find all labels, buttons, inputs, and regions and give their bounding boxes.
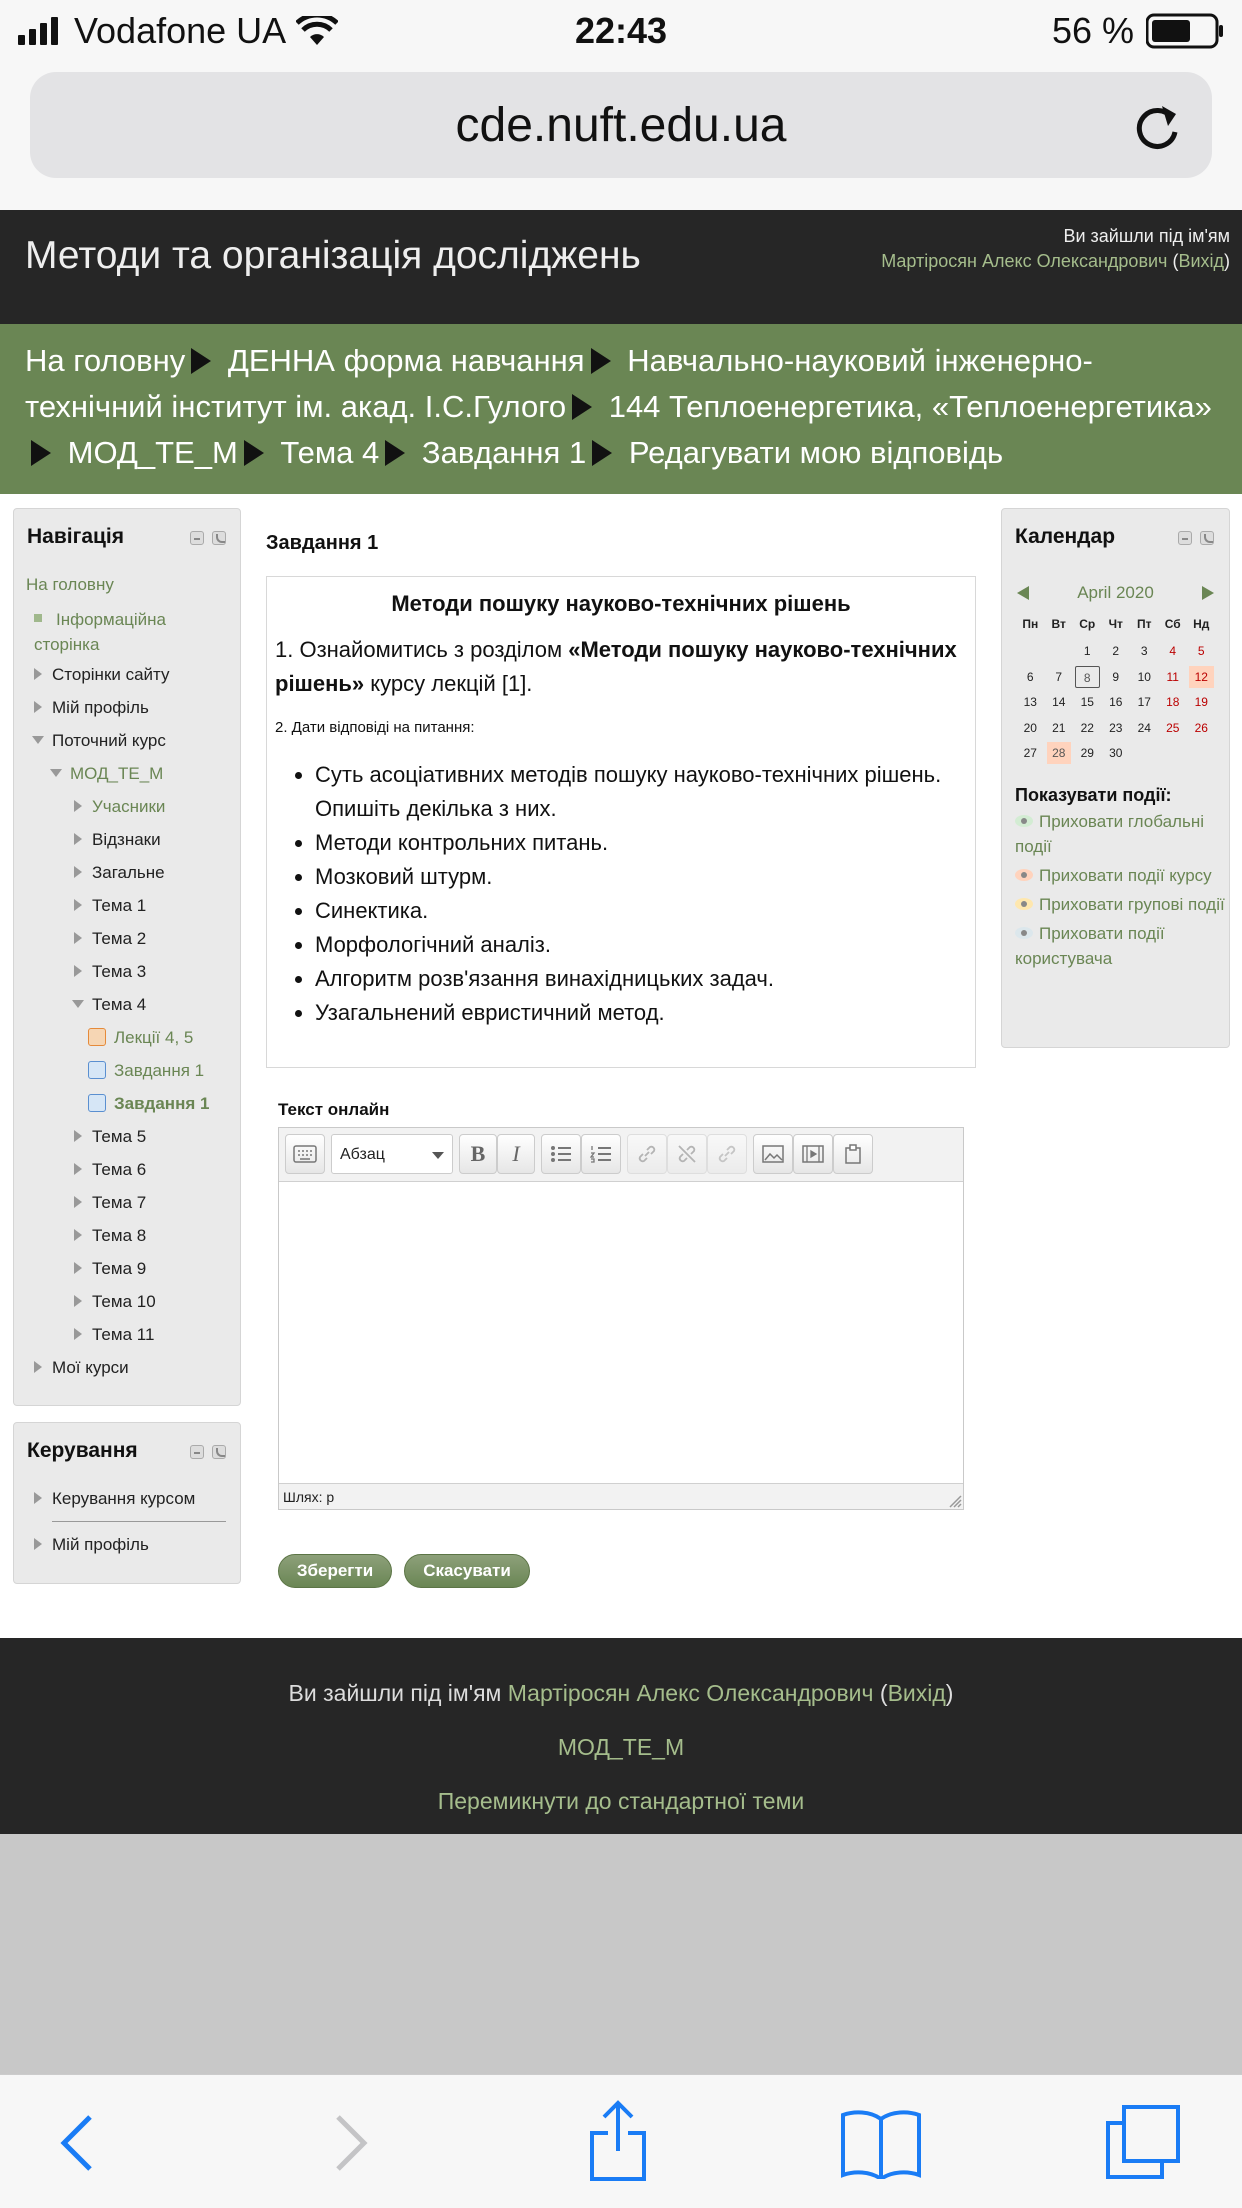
nav-badges-label: Відзнаки: [92, 830, 161, 849]
calendar-day[interactable]: 1: [1083, 644, 1091, 658]
breadcrumb-topic[interactable]: Тема 4: [280, 435, 380, 470]
nav-topic-9[interactable]: [74, 1259, 146, 1279]
intro-heading: Методи пошуку науково-технічних рішень: [391, 591, 851, 616]
address-bar[interactable]: [30, 72, 1212, 178]
event-filters: [1015, 809, 1225, 971]
share-icon[interactable]: [586, 2099, 650, 2183]
italic-icon: I: [512, 1141, 520, 1166]
breadcrumb-institute[interactable]: Навчально-науковий інженерно-технічний інститут ім. акад. І.С.Гулого: [25, 343, 1093, 424]
resize-handle-icon[interactable]: [946, 1492, 962, 1508]
calendar-day[interactable]: 13: [1023, 695, 1037, 709]
collapse-icon[interactable]: [190, 531, 204, 545]
list-item: • Морфологічний аналіз.: [315, 928, 967, 962]
expand-icon: [74, 965, 82, 977]
link-button[interactable]: [627, 1134, 667, 1174]
expand-icon: [74, 1295, 82, 1307]
nav-topic-7[interactable]: [74, 1193, 146, 1213]
calendar-month[interactable]: April 2020: [1077, 583, 1154, 602]
divider: [52, 1521, 226, 1522]
collapse-icon[interactable]: [1178, 531, 1192, 545]
calendar-day[interactable]: 29: [1080, 746, 1094, 760]
insert-media-button[interactable]: [793, 1134, 833, 1174]
admin-my-profile-label: Мій профіль: [52, 1535, 149, 1554]
navigation-title: Навігація: [27, 525, 125, 548]
nav-my-profile[interactable]: [34, 698, 149, 718]
nav-course-label: МОД_ТЕ_М: [70, 764, 164, 783]
list-item: • Суть асоціативних методів пошуку науково-технічних рішень. Опишіть декілька з них.: [315, 758, 967, 826]
calendar-day[interactable]: 10: [1137, 669, 1151, 684]
calendar-day[interactable]: 3: [1140, 644, 1148, 658]
calendar-day[interactable]: 22: [1080, 720, 1094, 735]
administration-block: [13, 1422, 241, 1584]
calendar-day[interactable]: 14: [1052, 695, 1066, 709]
footer-logout-link[interactable]: Вихід: [887, 1680, 946, 1706]
expand-icon: [34, 1361, 42, 1373]
nav-participants-label: Учасники: [92, 797, 166, 816]
expand-icon: [74, 1328, 82, 1340]
collapse-arrow-icon: [50, 769, 62, 777]
expand-icon: [34, 1492, 42, 1504]
admin-course-admin[interactable]: [34, 1489, 195, 1509]
breadcrumb-separator-icon: [31, 440, 51, 466]
nav-lectures-label: Лекції 4, 5: [114, 1028, 194, 1047]
list-item: • Алгоритм розв'язання винахідницьких задач.: [315, 962, 967, 996]
editor-content-area[interactable]: [279, 1182, 963, 1483]
footer-login-info: Ви зайшли під ім'ям Мартіросян Алекс Олександрович (Вихід): [288, 1680, 954, 1706]
online-text-label: Текст онлайн: [278, 1100, 390, 1119]
forward-icon[interactable]: [334, 2113, 370, 2173]
link-icon: [637, 1144, 657, 1164]
intro-p1-start: 1. Ознайомитись з розділом: [275, 637, 569, 662]
nav-current-course[interactable]: [32, 731, 166, 751]
paragraph-format-select[interactable]: Абзац: [331, 1134, 453, 1174]
nav-topic-1[interactable]: [74, 896, 146, 916]
eye-icon: [1015, 927, 1033, 939]
nav-my-courses[interactable]: [34, 1358, 129, 1378]
event-filter-user[interactable]: [1015, 921, 1225, 971]
footer-login-prefix: Ви зайшли під ім'ям: [288, 1680, 502, 1706]
breadcrumb-separator-icon: [191, 348, 211, 374]
navigation-block: [13, 508, 241, 1406]
dock-icon[interactable]: [212, 1445, 226, 1459]
browser-toolbar: [0, 2074, 1242, 2208]
weekday-label: Вт: [1051, 617, 1066, 631]
save-button[interactable]: Зберегти: [278, 1554, 392, 1588]
calendar-day[interactable]: 19: [1194, 695, 1208, 709]
breadcrumb: [0, 324, 1242, 494]
assignment-intro: [266, 576, 976, 1068]
calendar-day[interactable]: 12: [1189, 666, 1214, 688]
calendar-day[interactable]: 16: [1109, 695, 1123, 709]
media-icon: [802, 1145, 824, 1163]
breadcrumb-home[interactable]: На головну: [25, 343, 186, 378]
nav-topic-4[interactable]: [72, 995, 146, 1015]
weekday-label: Чт: [1108, 617, 1123, 631]
calendar-day[interactable]: 5: [1197, 644, 1205, 658]
carrier-name: Vodafone UA: [74, 10, 287, 51]
breadcrumb-assignment[interactable]: Завдання 1: [421, 435, 587, 470]
nav-topic-3[interactable]: [74, 962, 146, 982]
nav-course[interactable]: [50, 764, 163, 784]
expand-icon: [74, 1262, 82, 1274]
nav-topic-label: Тема 9: [92, 1259, 147, 1278]
assignment-icon: [88, 1061, 106, 1079]
nav-topic-2[interactable]: [74, 929, 146, 949]
nav-badges[interactable]: [74, 830, 161, 850]
nav-assignment-a[interactable]: [88, 1061, 204, 1081]
admin-my-profile[interactable]: [34, 1535, 149, 1555]
weekday-label: Нд: [1193, 617, 1210, 631]
event-filter-label: Приховати глобальні події: [1015, 812, 1204, 856]
calendar-day[interactable]: 27: [1023, 746, 1037, 760]
calendar-day[interactable]: 25: [1166, 720, 1180, 735]
questions-list: [315, 758, 967, 1030]
nav-topic-label: Тема 8: [92, 1226, 147, 1245]
bold-icon: B: [470, 1141, 486, 1166]
nav-assignment-label: Завдання 1: [114, 1061, 205, 1080]
nav-site-pages-label: Сторінки сайту: [52, 665, 170, 684]
calendar-day[interactable]: 20: [1023, 720, 1037, 735]
block-controls: [190, 1445, 226, 1459]
editor-path: Шлях: p: [279, 1483, 963, 1509]
footer-course-link[interactable]: МОД_ТЕ_М: [557, 1734, 685, 1760]
calendar-day[interactable]: 7: [1055, 669, 1063, 684]
reload-icon[interactable]: [1132, 98, 1182, 154]
calendar-block: [1001, 508, 1230, 1048]
insert-image-button[interactable]: [753, 1134, 793, 1174]
switch-theme-link[interactable]: Перемикнути до стандартної теми: [437, 1788, 805, 1814]
dock-icon[interactable]: [1200, 531, 1214, 545]
nav-info[interactable]: [34, 607, 234, 657]
bullet-list-button[interactable]: [541, 1134, 581, 1174]
numbered-list-button[interactable]: [581, 1134, 621, 1174]
nav-topic-label: Тема 5: [92, 1127, 147, 1146]
calendar-title: Календар: [1015, 525, 1116, 548]
battery-group: [1052, 10, 1224, 52]
breadcrumb-separator-icon: [591, 348, 611, 374]
bookmarks-icon[interactable]: [840, 2107, 922, 2179]
expand-icon: [74, 1163, 82, 1175]
event-filter-group[interactable]: [1015, 892, 1225, 917]
bullet-list-icon: [550, 1145, 572, 1163]
intro-paragraph-2: 2. Дати відповіді на питання:: [275, 719, 475, 736]
battery-percent: 56 %: [1051, 10, 1134, 51]
calendar-day[interactable]: 28: [1047, 742, 1072, 764]
collapse-arrow-icon: [32, 736, 44, 744]
page-title: Методи та організація досліджень: [25, 234, 641, 277]
cancel-button[interactable]: Скасувати: [404, 1554, 530, 1588]
list-item: • Мозковий штурм.: [315, 860, 967, 894]
nav-general-label: Загальне: [92, 863, 165, 882]
calendar-day[interactable]: 23: [1109, 720, 1123, 735]
page-footer: [0, 1638, 1242, 1834]
files-icon: [844, 1144, 862, 1164]
nav-topic-10[interactable]: [74, 1292, 156, 1312]
bullet-icon: [34, 614, 42, 622]
eye-icon: [1015, 869, 1033, 881]
nav-lectures[interactable]: [88, 1028, 193, 1048]
weekday-label: Ср: [1079, 617, 1096, 631]
nav-participants[interactable]: [74, 797, 165, 817]
breadcrumb-separator-icon: [592, 440, 612, 466]
anchor-button[interactable]: [707, 1134, 747, 1174]
nav-topic-8[interactable]: [74, 1226, 146, 1246]
calendar-day[interactable]: 21: [1052, 720, 1066, 735]
calendar-day[interactable]: 6: [1026, 669, 1034, 684]
italic-button[interactable]: [497, 1134, 535, 1174]
calendar-day[interactable]: 15: [1080, 695, 1094, 709]
list-item: • Методи контрольних питань.: [315, 826, 967, 860]
list-item: • Синектика.: [315, 894, 967, 928]
weekday-label: Пн: [1022, 617, 1039, 631]
nav-topic-label: Тема 6: [92, 1160, 147, 1179]
unlink-icon: [677, 1144, 697, 1164]
calendar-day[interactable]: 24: [1137, 720, 1151, 735]
nav-topic-label: Тема 4: [92, 995, 147, 1014]
calendar-day[interactable]: 8: [1075, 666, 1100, 688]
expand-icon: [74, 899, 82, 911]
expand-icon: [74, 866, 82, 878]
login-prefix: Ви зайшли під ім'ям: [1063, 226, 1230, 246]
nav-info-link[interactable]: Інформаційна сторінка: [34, 610, 167, 654]
toggle-toolbar-button[interactable]: [285, 1134, 325, 1174]
event-filter-global[interactable]: [1015, 809, 1225, 859]
nav-home[interactable]: На головну: [26, 575, 114, 594]
battery-icon: [1146, 13, 1224, 49]
numbered-list-icon: [590, 1145, 612, 1163]
event-filter-label: Приховати події курсу: [1039, 866, 1212, 885]
editor-toolbar: [279, 1128, 963, 1182]
breadcrumb-separator-icon: [385, 440, 405, 466]
list-item: • Узагальнений евристичний метод.: [315, 996, 967, 1030]
nav-general[interactable]: [74, 863, 165, 883]
dock-icon[interactable]: [212, 531, 226, 545]
calendar-day[interactable]: 4: [1169, 644, 1177, 658]
resource-icon: [88, 1028, 106, 1046]
nav-assignment-current[interactable]: [88, 1094, 209, 1114]
event-filter-label: Приховати події користувача: [1015, 924, 1165, 968]
expand-icon: [34, 701, 42, 713]
login-info: Ви зайшли під ім'ям Мартіросян Алекс Олександрович (Вихід): [881, 226, 1230, 271]
user-link[interactable]: Мартіросян Алекс Олександрович: [881, 251, 1168, 271]
eye-icon: [1015, 815, 1033, 827]
nav-my-courses-label: Мої курси: [52, 1358, 129, 1377]
expand-icon: [34, 1538, 42, 1550]
event-filter-label: Приховати групові події: [1039, 895, 1225, 914]
nav-topic-label: Тема 2: [92, 929, 147, 948]
breadcrumb-specialty[interactable]: 144 Теплоенергетика, «Теплоенергетика»: [608, 389, 1212, 424]
url-text: cde.nuft.edu.ua: [455, 99, 787, 152]
nav-current-course-label: Поточний курс: [52, 731, 166, 750]
block-controls: [190, 531, 226, 545]
breadcrumb-current: Редагувати мою відповідь: [628, 435, 1004, 470]
nav-topic-label: Тема 10: [92, 1292, 156, 1311]
calendar-day[interactable]: 9: [1112, 669, 1120, 684]
image-icon: [762, 1145, 784, 1163]
next-month-icon[interactable]: [1201, 585, 1215, 601]
eye-icon: [1015, 898, 1033, 910]
events-title: Показувати події:: [1015, 785, 1172, 805]
event-filter-course[interactable]: [1015, 863, 1225, 888]
breadcrumb-course[interactable]: МОД_ТЕ_М: [67, 435, 238, 470]
nav-topic-label: Тема 3: [92, 962, 147, 981]
nav-topic-label: Тема 1: [92, 896, 147, 915]
calendar-day[interactable]: 2: [1112, 644, 1120, 658]
manage-files-button[interactable]: [833, 1134, 873, 1174]
nav-topic-11[interactable]: [74, 1325, 154, 1345]
collapse-icon[interactable]: [190, 1445, 204, 1459]
footer-user-link[interactable]: Мартіросян Алекс Олександрович: [507, 1680, 874, 1706]
expand-icon: [34, 668, 42, 680]
logout-link[interactable]: Вихід: [1178, 251, 1224, 271]
nav-site-pages[interactable]: [34, 665, 170, 685]
expand-icon: [74, 1229, 82, 1241]
expand-icon: [74, 932, 82, 944]
status-bar: [0, 0, 1242, 64]
keyboard-icon: [293, 1145, 317, 1163]
site-header: [0, 210, 1242, 324]
collapse-arrow-icon: [72, 1000, 84, 1008]
nav-assignment-label: Завдання 1: [114, 1094, 210, 1113]
admin-course-admin-label: Керування курсом: [52, 1489, 196, 1508]
nav-my-profile-label: Мій профіль: [52, 698, 149, 717]
administration-title: Керування: [27, 1439, 138, 1462]
intro-p1-end: курсу лекцій [1].: [364, 671, 533, 696]
calendar-day[interactable]: 17: [1137, 695, 1151, 709]
nav-topic-label: Тема 7: [92, 1193, 147, 1212]
weekday-label: Сб: [1164, 617, 1181, 631]
expand-icon: [74, 1196, 82, 1208]
nav-topic-6[interactable]: [74, 1160, 146, 1180]
nav-topic-5[interactable]: [74, 1127, 146, 1147]
tabs-icon[interactable]: [1104, 2103, 1182, 2181]
block-controls: [1178, 531, 1214, 545]
breadcrumb-category[interactable]: ДЕННА форма навчання: [227, 343, 585, 378]
assignment-title: Завдання 1: [266, 532, 379, 554]
calendar-day[interactable]: 18: [1166, 695, 1180, 709]
calendar-day[interactable]: 30: [1109, 746, 1123, 760]
browser-chrome: [0, 64, 1242, 210]
breadcrumb-separator-icon: [572, 394, 592, 420]
expand-icon: [74, 800, 82, 812]
expand-icon: [74, 833, 82, 845]
bold-button[interactable]: [459, 1134, 497, 1174]
weekday-label: Пт: [1136, 617, 1152, 631]
text-editor: [278, 1127, 964, 1510]
anchor-link-icon: [717, 1144, 737, 1164]
intro-paragraph-1: [275, 633, 967, 701]
nav-topic-label: Тема 11: [92, 1325, 155, 1344]
breadcrumb-separator-icon: [244, 440, 264, 466]
calendar-day[interactable]: 26: [1194, 720, 1208, 735]
calendar-day[interactable]: 11: [1166, 669, 1179, 684]
intro-p1-bold: «Методи пошуку науково-технічних рішень»: [275, 637, 957, 696]
clock: 22:43: [574, 10, 668, 51]
expand-icon: [74, 1130, 82, 1142]
assignment-icon: [88, 1094, 106, 1112]
unlink-button[interactable]: [667, 1134, 707, 1174]
back-icon[interactable]: [58, 2113, 94, 2173]
